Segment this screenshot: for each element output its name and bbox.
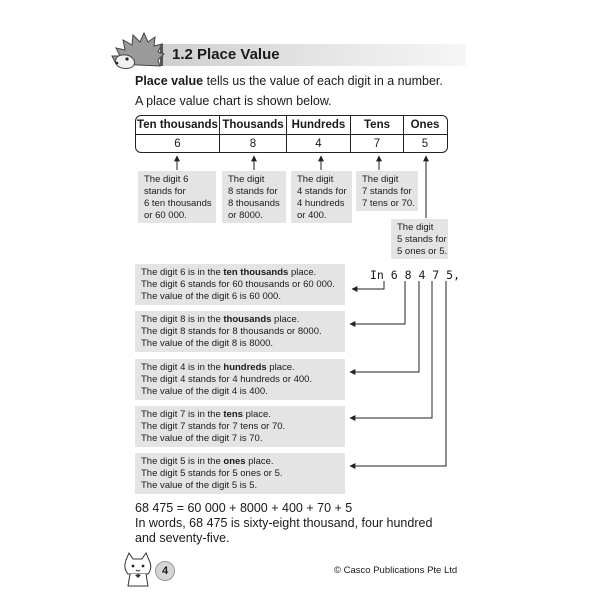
digit-box-line: 6 ten thousands	[144, 198, 212, 209]
intro-chart-note: A place value chart is shown below.	[135, 94, 332, 108]
arrow-digit-4	[350, 281, 419, 372]
chart-header-row	[136, 116, 447, 135]
statement-line: The value of the digit 4 is 400.	[141, 386, 268, 397]
statement-line: The digit 6 stands for 60 thousands or 60 000.	[141, 279, 335, 290]
digit-box-line: 8 thousands	[228, 198, 280, 209]
arrow-digit-6	[352, 281, 384, 289]
statement-box-tens	[135, 406, 345, 447]
statement-line: The digit 6 is in the ten thousands place.	[141, 267, 317, 278]
place-value-chart	[135, 115, 448, 153]
chart-header-cell: Ten thousands	[136, 116, 220, 134]
statement-line: The digit 5 stands for 5 ones or 5.	[141, 468, 283, 479]
digit-box-tens	[356, 171, 418, 211]
statement-line: The digit 7 is in the tens place.	[141, 409, 271, 420]
digit-box-line: 5 stands for	[397, 234, 447, 245]
chart-digit-row	[136, 135, 447, 153]
digit-box-line: The digit 6	[144, 174, 189, 185]
digit-box-line: 4 stands for	[297, 186, 347, 197]
digit-box-line: or 400.	[297, 210, 327, 221]
chart-header-cell: Thousands	[220, 116, 287, 134]
statement-line: The digit 8 stands for 8 thousands or 8000.	[141, 326, 322, 337]
statement-line: The digit 4 is in the hundreds place.	[141, 362, 295, 373]
statement-line: The digit 7 stands for 7 tens or 70.	[141, 421, 286, 432]
digit-box-line: or 60 000.	[144, 210, 187, 221]
number-example: In 6 8 4 7 5,	[370, 268, 461, 282]
chart-header-cell: Hundreds	[287, 116, 351, 134]
chart-digit-cell: 6	[136, 135, 220, 153]
chart-digit-cell: 5	[421, 138, 429, 150]
statement-box-ones	[135, 453, 345, 494]
digit-box-line: The digit	[228, 174, 265, 185]
digit-box-line: 8 stands for	[228, 186, 278, 197]
statement-line: The digit 8 is in the thousands place.	[141, 314, 300, 325]
chart-header-cell: Ones	[410, 119, 440, 131]
digit-box-thousands	[222, 171, 286, 223]
section-title: 1.2 Place Value	[172, 46, 280, 63]
chart-header-cell: Tens	[351, 116, 404, 134]
intro-term: Place value	[135, 74, 204, 88]
digit-box-line: 5 ones or 5.	[397, 246, 448, 257]
digit-box-ten-thousands	[138, 171, 216, 223]
chart-digit-cell: 7	[351, 135, 404, 153]
expanded-form-equation: 68 475 = 60 000 + 8000 + 400 + 70 + 5	[135, 501, 353, 515]
digit-box-line: stands for	[144, 186, 186, 197]
digit-box-line: 7 stands for	[362, 186, 412, 197]
copyright-text: © Casco Publications Pte Ltd	[334, 565, 458, 576]
digit-box-hundreds	[291, 171, 352, 223]
digit-box-line: The digit	[362, 174, 399, 185]
statement-box-hundreds	[135, 359, 345, 400]
digit-box-line: 7 tens or 70.	[362, 198, 415, 209]
number-in-words: In words, 68 475 is sixty-eight thousand, four hundred and seventy-five.	[135, 516, 433, 545]
digit-box-line: 4 hundreds	[297, 198, 345, 209]
digit-box-line: or 8000.	[228, 210, 263, 221]
statement-box-thousands	[135, 311, 345, 352]
statement-box-ten-thousands	[135, 264, 345, 305]
statement-line: The value of the digit 8 is 8000.	[141, 338, 274, 349]
page-number: 4	[155, 561, 175, 581]
intro-definition	[135, 74, 443, 88]
digit-box-line: The digit	[297, 174, 334, 185]
chart-digit-cell: 8	[220, 135, 287, 153]
statement-line: The digit 5 is in the ones place.	[141, 456, 274, 467]
statement-line: The value of the digit 7 is 70.	[141, 433, 263, 444]
digit-box-line: The digit	[397, 222, 434, 233]
statement-line: The value of the digit 6 is 60 000.	[141, 291, 281, 302]
arrow-digit-8	[350, 281, 405, 324]
intro-definition-rest: tells us the value of each digit in a number.	[203, 74, 443, 88]
digit-box-ones	[391, 219, 448, 259]
statement-line: The digit 4 stands for 4 hundreds or 400.	[141, 374, 313, 385]
arrow-digit-5	[350, 281, 446, 466]
arrow-digit-7	[350, 281, 432, 418]
statement-line: The value of the digit 5 is 5.	[141, 480, 258, 491]
hedgehog-icon	[108, 30, 168, 72]
cat-icon	[118, 552, 158, 588]
chart-digit-cell: 4	[287, 135, 351, 153]
